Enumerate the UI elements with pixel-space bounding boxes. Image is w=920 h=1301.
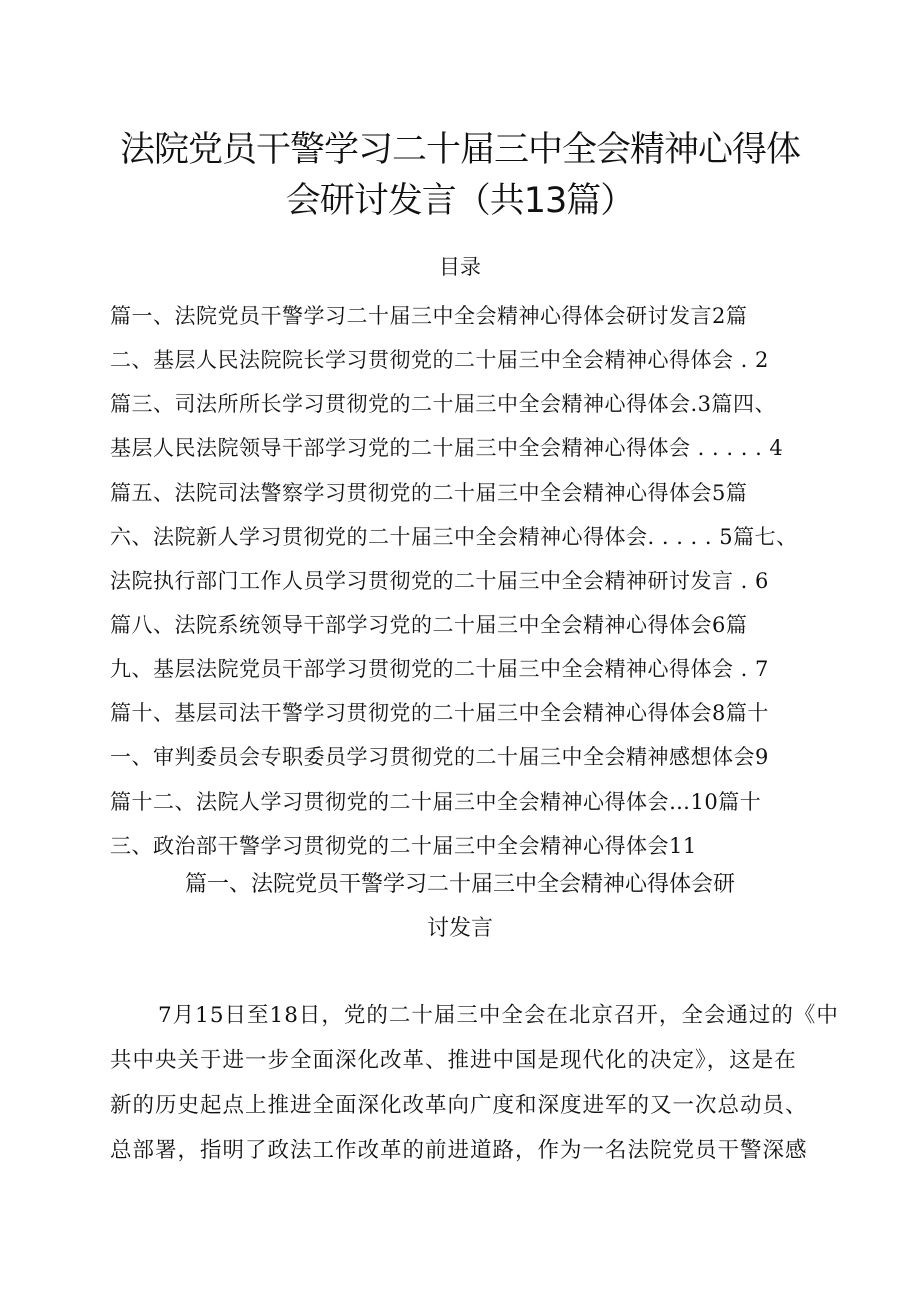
section-title-line-2: 讨发言 <box>426 916 493 941</box>
toc-line: 篇十、基层司法干警学习贯彻党的二十届三中全会精神心得体会8篇十 <box>110 701 769 725</box>
document-title-line-1: 法院党员干警学习二十届三中全会精神心得体 <box>119 130 800 170</box>
toc-line: 篇八、法院系统领导干部学习党的二十届三中全会精神心得体会6篇 <box>110 613 748 637</box>
toc-line: 篇一、法院党员干警学习二十届三中全会精神心得体会研讨发言2篇 <box>110 304 748 328</box>
toc-line: 篇十二、法院人学习贯彻党的二十届三中全会精神心得体会…10篇十 <box>110 790 762 814</box>
toc-heading: 目录 <box>439 255 481 279</box>
toc-line: 二、基层人民法院院长学习贯彻党的二十届三中全会精神心得体会 . 2 <box>110 348 769 372</box>
toc-line: 篇五、法院司法警察学习贯彻党的二十届三中全会精神心得体会5篇 <box>110 481 748 505</box>
toc-line: 法院执行部门工作人员学习贯彻党的二十届三中全会精神研讨发言 . 6 <box>110 569 769 593</box>
section-title-line-1: 篇一、法院党员干警学习二十届三中全会精神心得体会研 <box>184 872 735 897</box>
toc-line: 三、政治部干警学习贯彻党的二十届三中全会精神心得体会11 <box>110 834 697 858</box>
body-paragraph-line: 7月15日至18日，党的二十届三中全会在北京召开，全会通过的《中 <box>158 1003 839 1028</box>
document-title-line-2: 会研讨发言（共13篇） <box>285 181 635 221</box>
toc-line: 基层人民法院领导干部学习党的二十届三中全会精神心得体会 . . . . . 4 <box>110 436 784 460</box>
toc-line: 九、基层法院党员干部学习贯彻党的二十届三中全会精神心得体会 . 7 <box>110 657 769 681</box>
body-paragraph-line: 新的历史起点上推进全面深化改革向广度和深度进军的又一次总动员、 <box>110 1093 808 1118</box>
body-paragraph-line: 共中央关于进一步全面深化改革、推进中国是现代化的决定》，这是在 <box>110 1048 797 1073</box>
toc-line: 六、法院新人学习贯彻党的二十届三中全会精神心得体会. . . . . 5篇七、 <box>110 525 798 549</box>
toc-line: 篇三、司法所所长学习贯彻党的二十届三中全会精神心得体会.3篇四、 <box>110 392 777 416</box>
toc-line: 一、审判委员会专职委员学习贯彻党的二十届三中全会精神感想体会9 <box>110 745 769 769</box>
body-paragraph-line: 总部署，指明了政法工作改革的前进道路，作为一名法院党员干警深感 <box>110 1138 808 1163</box>
